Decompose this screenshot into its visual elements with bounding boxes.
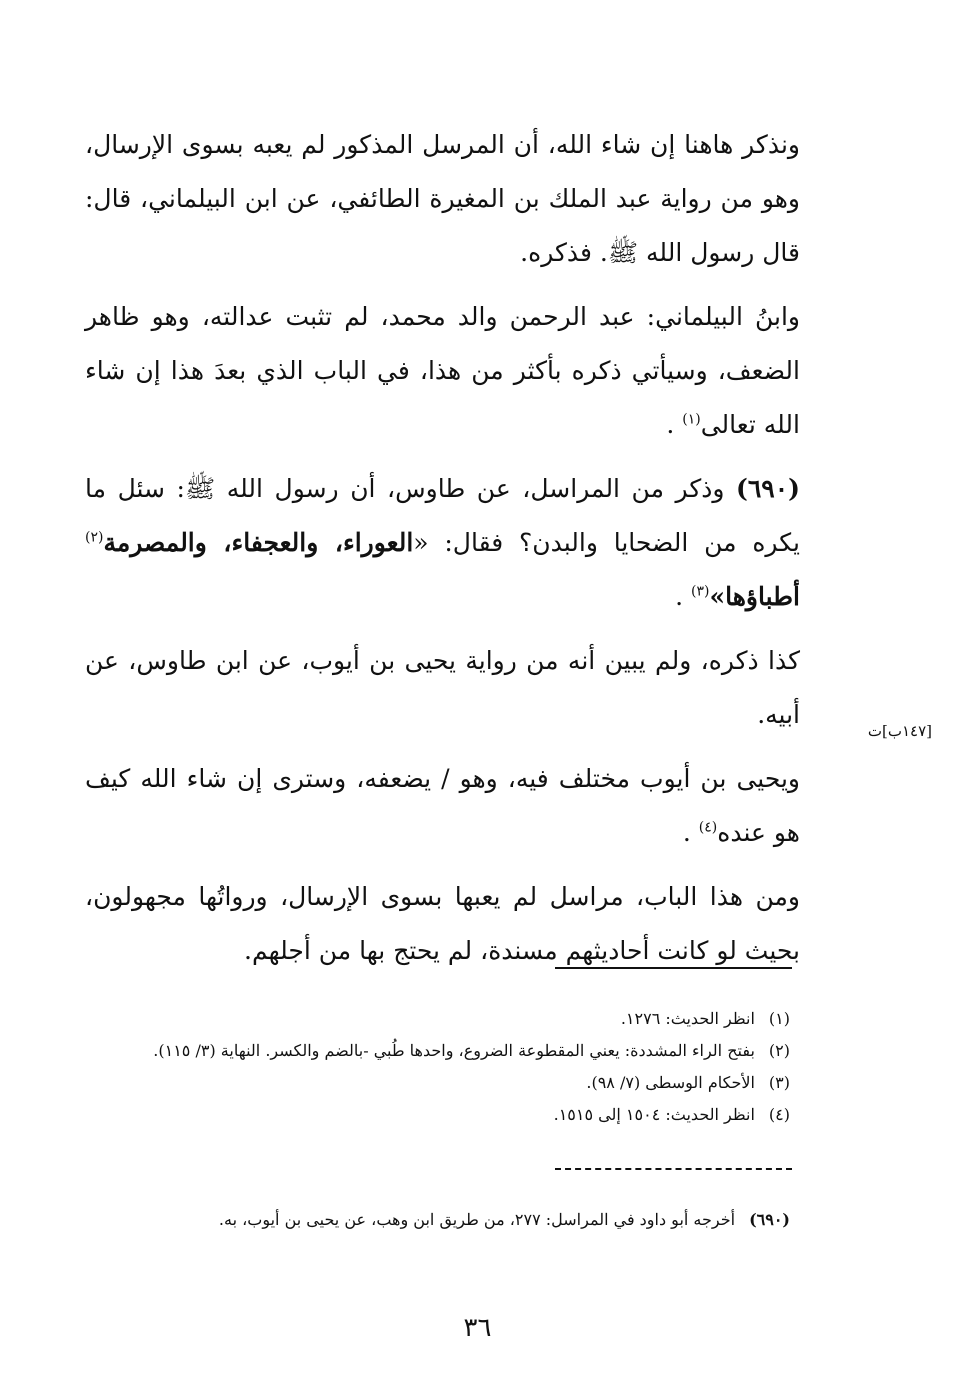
footnote-text: انظر الحديث: ١٥٠٤ إلى ١٥١٥. bbox=[553, 1105, 755, 1124]
margin-manuscript-note: [١٤٧ب]ت bbox=[867, 722, 932, 740]
takhrij-separator bbox=[555, 1168, 792, 1170]
paragraph-2 bbox=[85, 290, 800, 452]
footnote-item bbox=[150, 1067, 790, 1099]
footnote-number: (٣) bbox=[768, 1073, 790, 1092]
paragraph-2-end: . bbox=[666, 410, 675, 439]
paragraph-1 bbox=[85, 118, 800, 280]
takhrij-note bbox=[150, 1205, 790, 1235]
paragraph-3 bbox=[85, 462, 800, 624]
footnote-ref-1: (١) bbox=[682, 411, 701, 428]
footnote-item bbox=[150, 1099, 790, 1131]
paragraph-3-quote: العوراء، والعجفاء، والمصرمة bbox=[103, 528, 414, 557]
footnote-number: (٢) bbox=[768, 1041, 790, 1060]
main-text bbox=[85, 118, 800, 988]
footnote-text: بفتح الراء المشددة: يعني المقطوعة الضروع، واحدها طُبي -بالضم والكسر. النهاية (٣/ ١١٥). bbox=[153, 1041, 755, 1060]
paragraph-3-text-a: وذكر من المراسل، عن طاوس، أن رسول الله ﷺ: سئل ما يكره من الضحايا والبدن؟ فقال: « bbox=[85, 474, 800, 557]
hadith-number: (٦٩٠) bbox=[736, 474, 800, 503]
paragraph-1-text: ونذكر هاهنا إن شاء الله، أن المرسل المذكور لم يعبه بسوى الإرسال، وهو من رواية عبد الملك بن المغيرة الطائفي، عن ابن البيلماني، قال: قال رسول الله ﷺ. فذكره. bbox=[85, 130, 800, 267]
paragraph-6 bbox=[85, 870, 800, 978]
footnote-text: انظر الحديث: ١٢٧٦. bbox=[620, 1009, 755, 1028]
footnote-separator bbox=[555, 967, 792, 969]
footnote-number: (١) bbox=[768, 1009, 790, 1028]
paragraph-5-end: . bbox=[682, 818, 691, 847]
takhrij-number: (٦٩٠) bbox=[749, 1210, 790, 1229]
footnote-item bbox=[150, 1003, 790, 1035]
footnote-text: الأحكام الوسطى (٧/ ٩٨). bbox=[586, 1073, 755, 1092]
footnote-item bbox=[150, 1035, 790, 1067]
paragraph-6-text: ومن هذا الباب، مراسل لم يعبها بسوى الإرسال، ورواتُها مجهولون، بحيث لو كانت أحاديثهم مسندة، لم يحتج بها من أجلهم. bbox=[85, 882, 800, 965]
page-number: ٣٦ bbox=[463, 1313, 492, 1343]
paragraph-5 bbox=[85, 752, 800, 860]
paragraph-2-text: وابنُ البيلماني: عبد الرحمن والد محمد، لم تثبت عدالته، وهو ظاهر الضعف، وسيأتي ذكره بأكثر من هذا، في الباب الذي بعدَ هذا إن شاء الله تعالى bbox=[85, 302, 800, 439]
footnote-ref-4: (٤) bbox=[698, 819, 718, 836]
takhrij-text: أخرجه أبو داود في المراسل: ٢٧٧، من طريق ابن وهب، عن يحيى بن أيوب، به. bbox=[218, 1210, 736, 1229]
paragraph-4 bbox=[85, 634, 800, 742]
paragraph-3-end: . bbox=[675, 582, 684, 611]
footnote-ref-3: (٣) bbox=[691, 583, 710, 600]
footnotes bbox=[150, 1003, 790, 1131]
footnote-ref-2: (٢) bbox=[85, 529, 104, 546]
paragraph-4-text: كذا ذكره، ولم يبين أنه من رواية يحيى بن أيوب، عن ابن طاوس، عن أبيه. bbox=[85, 646, 800, 729]
footnote-number: (٤) bbox=[768, 1105, 790, 1124]
paragraph-5-text: ويحيى بن أيوب مختلف فيه، وهو / يضعفه، وسترى إن شاء الله كيف هو عنده bbox=[85, 764, 800, 847]
paragraph-3-text-c: أطباؤها» bbox=[709, 582, 800, 611]
